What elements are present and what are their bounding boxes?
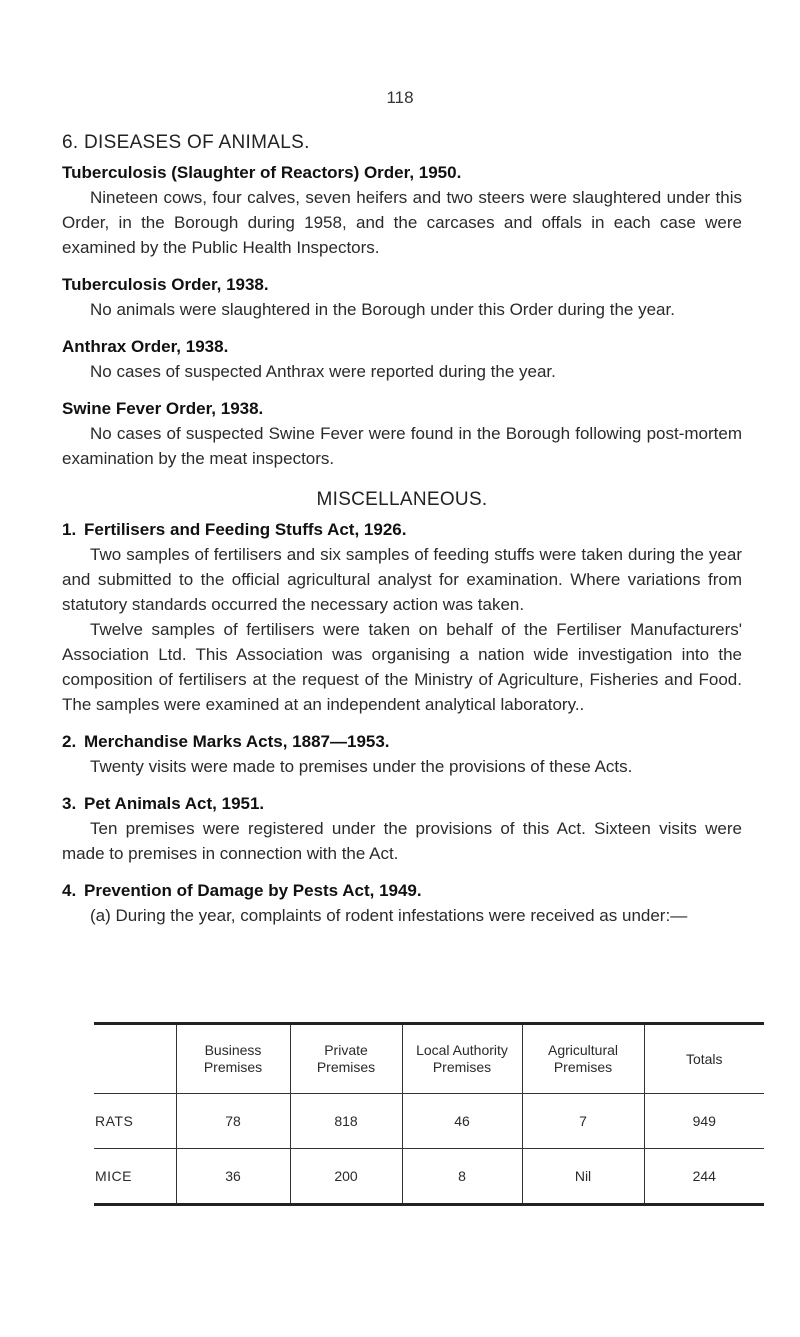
table-header-cell: Totals xyxy=(644,1024,764,1094)
disease-heading: Swine Fever Order, 1938. xyxy=(62,399,264,418)
misc-entry xyxy=(62,878,742,928)
disease-entry xyxy=(62,396,742,471)
table-header-cell xyxy=(94,1024,176,1094)
table-cell: 7 xyxy=(522,1094,644,1149)
misc-number: 2. xyxy=(62,732,77,751)
misc-heading-text: Pet Animals Act, 1951. xyxy=(84,794,265,813)
table-header-cell: Business Premises xyxy=(176,1024,290,1094)
disease-entry xyxy=(62,272,742,322)
misc-title: MISCELLANEOUS. xyxy=(316,489,488,510)
table-cell: 244 xyxy=(644,1149,764,1205)
disease-text: No cases of suspected Swine Fever were found in the Borough following post-mortem examination by the meat inspectors. xyxy=(62,424,742,468)
table-cell: 818 xyxy=(290,1094,402,1149)
misc-heading xyxy=(62,729,742,754)
section-title: 6. DISEASES OF ANIMALS. xyxy=(62,132,310,153)
table-header-cell: Agricultural Premises xyxy=(522,1024,644,1094)
disease-heading: Anthrax Order, 1938. xyxy=(62,337,229,356)
table-row xyxy=(94,1094,764,1149)
misc-text: Twenty visits were made to premises under the provisions of these Acts. xyxy=(90,757,633,776)
table-cell: Nil xyxy=(522,1149,644,1205)
misc-heading xyxy=(62,517,742,542)
table-header-row xyxy=(94,1024,764,1094)
disease-entry xyxy=(62,334,742,384)
table-cell: 46 xyxy=(402,1094,522,1149)
page-number: 118 xyxy=(386,88,414,107)
misc-heading-text: Merchandise Marks Acts, 1887—1953. xyxy=(84,732,390,751)
misc-text: Twelve samples of fertilisers were taken on behalf of the Fertiliser Manufacturers' Association Ltd. This Association was organising a nation wide investigation into the composition of fertilisers at the request of the Ministry of Agriculture, Fisheries and Food. The samples were examined at an independent analytical laboratory.. xyxy=(62,620,742,714)
row-label: RATS xyxy=(95,1113,134,1129)
table-cell: 78 xyxy=(176,1094,290,1149)
misc-heading-text: Fertilisers and Feeding Stuffs Act, 1926. xyxy=(84,520,407,539)
table-cell: 200 xyxy=(290,1149,402,1205)
misc-text: Ten premises were registered under the provisions of this Act. Sixteen visits were made to premises in connection with the Act. xyxy=(62,819,742,863)
page-content xyxy=(62,132,742,940)
misc-entry xyxy=(62,729,742,779)
misc-text: Two samples of fertilisers and six samples of feeding stuffs were taken during the year and submitted to the official agricultural analyst for examination. Where variations from statutory standards occurred the necessary action was taken. xyxy=(62,545,742,614)
table-cell: 8 xyxy=(402,1149,522,1205)
misc-entry xyxy=(62,517,742,717)
disease-text: No cases of suspected Anthrax were reported during the year. xyxy=(90,362,556,381)
rodent-complaints-table xyxy=(94,1022,764,1206)
misc-heading-text: Prevention of Damage by Pests Act, 1949. xyxy=(84,881,422,900)
row-label: MICE xyxy=(95,1168,132,1184)
table-cell: 36 xyxy=(176,1149,290,1205)
table-header-cell: Local Authority Premises xyxy=(402,1024,522,1094)
table-cell: 949 xyxy=(644,1094,764,1149)
misc-number: 3. xyxy=(62,794,77,813)
table-header-cell: Private Premises xyxy=(290,1024,402,1094)
misc-heading xyxy=(62,791,742,816)
misc-number: 4. xyxy=(62,881,77,900)
misc-text: (a) During the year, complaints of rodent infestations were received as under:— xyxy=(90,906,688,925)
table-row xyxy=(94,1149,764,1205)
disease-text: No animals were slaughtered in the Borough under this Order during the year. xyxy=(90,300,675,319)
disease-entry xyxy=(62,160,742,260)
disease-heading: Tuberculosis (Slaughter of Reactors) Order, 1950. xyxy=(62,163,462,182)
disease-heading: Tuberculosis Order, 1938. xyxy=(62,275,269,294)
misc-entry xyxy=(62,791,742,866)
disease-text: Nineteen cows, four calves, seven heifers and two steers were slaughtered under this Order, in the Borough during 1958, and the carcases and offals in each case were examined by the Public Health Inspectors. xyxy=(62,188,742,257)
misc-number: 1. xyxy=(62,520,77,539)
misc-heading xyxy=(62,878,742,903)
